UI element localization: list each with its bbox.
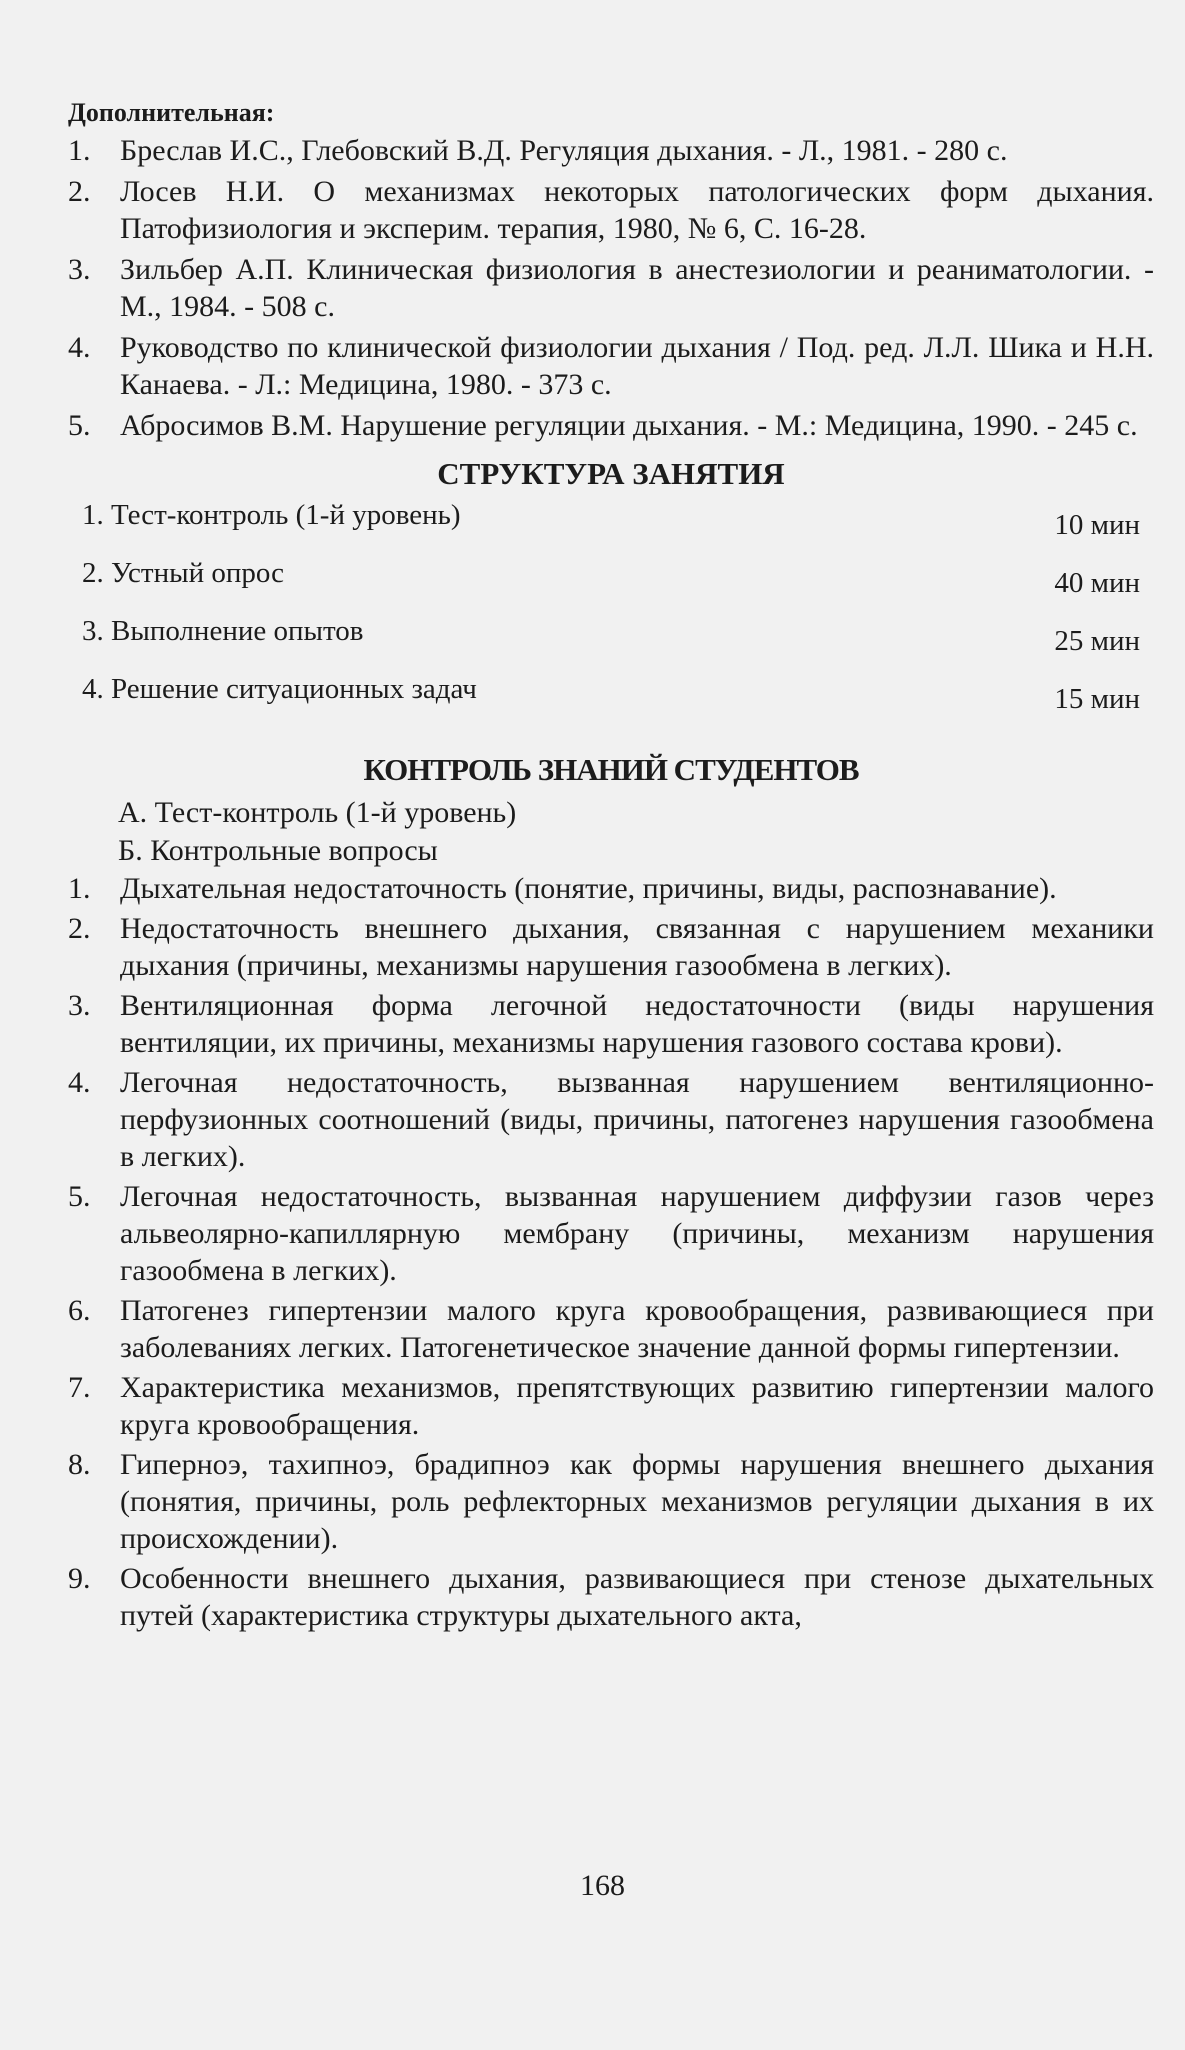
control-questions-list: [68, 870, 1154, 1634]
question-text: Особенности внешнего дыхания, развивающиеся при стенозе дыхательных путей (характеристика структуры дыхательного акта,: [120, 1562, 1154, 1632]
schedule-duration: 15 мин: [1054, 683, 1140, 715]
question-item: [68, 1064, 1154, 1175]
question-number: 6.: [68, 1294, 91, 1327]
schedule-task: 1. Тест-контроль (1-й уровень): [82, 499, 461, 531]
reference-number: 4.: [68, 331, 91, 364]
reference-number: 3.: [68, 253, 91, 286]
schedule-duration: 25 мин: [1054, 625, 1140, 657]
reference-item: [68, 329, 1154, 403]
question-item: [68, 910, 1154, 984]
reference-number: 2.: [68, 175, 91, 208]
page-number: 168: [580, 1869, 625, 1902]
sublist-item: А. Тест-контроль (1-й уровень): [118, 796, 517, 829]
knowledge-control-title: КОНТРОЛЬ ЗНАНИЙ СТУДЕНТОВ: [363, 752, 859, 787]
sublist-item: Б. Контрольные вопросы: [118, 834, 438, 867]
reference-item: [68, 251, 1154, 325]
question-item: [68, 1292, 1154, 1366]
reference-item: [68, 407, 1154, 444]
reference-text: Абросимов В.М. Нарушение регуляции дыхания. - М.: Медицина, 1990. - 245 с.: [120, 409, 1138, 442]
reference-list: [68, 132, 1154, 444]
schedule-row: [82, 498, 1140, 556]
reference-text: Руководство по клинической физиологии дыхания / Под. ред. Л.Л. Шика и Н.Н. Канаева. - Л.: Медицина, 1980. - 373 с.: [120, 331, 1154, 401]
reference-text: Бреслав И.С., Глебовский В.Д. Регуляция дыхания. - Л., 1981. - 280 с.: [120, 134, 1008, 167]
question-number: 9.: [68, 1562, 91, 1595]
question-text: Легочная недостаточность, вызванная нарушением вентиляционно-перфузионных соотношений (виды, причины, патогенез нарушения газообмена в легких).: [120, 1066, 1154, 1173]
lesson-structure-title: СТРУКТУРА ЗАНЯТИЯ: [437, 456, 785, 491]
schedule-task: 3. Выполнение опытов: [82, 615, 364, 647]
question-text: Легочная недостаточность, вызванная нарушением диффузии газов через альвеолярно-капиллярную мембрану (причины, механизм нарушения газообмена в легких).: [120, 1180, 1154, 1287]
question-text: Гиперноэ, тахипноэ, брадипноэ как формы нарушения внешнего дыхания (понятия, причины, роль рефлекторных механизмов регуляции дыхания в их происхождении).: [120, 1448, 1154, 1555]
question-text: Характеристика механизмов, препятствующих развитию гипертензии малого круга кровообращения.: [120, 1371, 1154, 1441]
question-number: 3.: [68, 989, 91, 1022]
reference-text: Зильбер А.П. Клиническая физиология в анестезиологии и реаниматологии. - М., 1984. - 508 с.: [120, 253, 1154, 323]
schedule-task: 2. Устный опрос: [82, 557, 284, 589]
question-item: [68, 1446, 1154, 1557]
schedule-row: [82, 672, 1140, 730]
schedule-row: [82, 556, 1140, 614]
page-content: [68, 96, 1154, 1637]
schedule-row: [82, 614, 1140, 672]
knowledge-sublist: [68, 794, 1154, 870]
question-text: Патогенез гипертензии малого круга кровообращения, развивающиеся при заболеваниях легких. Патогенетическое значение данной формы гипертензии.: [120, 1294, 1154, 1364]
reference-item: [68, 173, 1154, 247]
reference-text: Лосев Н.И. О механизмах некоторых патологических форм дыхания. Патофизиология и эксперим. терапия, 1980, № 6, С. 16-28.: [120, 175, 1154, 245]
question-number: 4.: [68, 1066, 91, 1099]
question-item: [68, 1369, 1154, 1443]
question-text: Дыхательная недостаточность (понятие, причины, виды, распознавание).: [120, 872, 1057, 905]
question-number: 5.: [68, 1180, 91, 1213]
reference-number: 1.: [68, 134, 91, 167]
question-number: 1.: [68, 872, 91, 905]
question-number: 7.: [68, 1371, 91, 1404]
additional-literature-heading: Дополнительная:: [68, 98, 275, 127]
question-item: [68, 1560, 1154, 1634]
question-number: 2.: [68, 912, 91, 945]
schedule-duration: 40 мин: [1054, 567, 1140, 599]
schedule-task: 4. Решение ситуационных задач: [82, 673, 477, 705]
reference-item: [68, 132, 1154, 169]
question-text: Вентиляционная форма легочной недостаточности (виды нарушения вентиляции, их причины, механизмы нарушения газового состава крови).: [120, 989, 1154, 1059]
question-item: [68, 1178, 1154, 1289]
question-text: Недостаточность внешнего дыхания, связанная с нарушением механики дыхания (причины, механизмы нарушения газообмена в легких).: [120, 912, 1154, 982]
schedule-duration: 10 мин: [1054, 509, 1140, 541]
question-item: [68, 870, 1154, 907]
question-number: 8.: [68, 1448, 91, 1481]
reference-number: 5.: [68, 409, 91, 442]
question-item: [68, 987, 1154, 1061]
lesson-schedule: [82, 498, 1140, 730]
